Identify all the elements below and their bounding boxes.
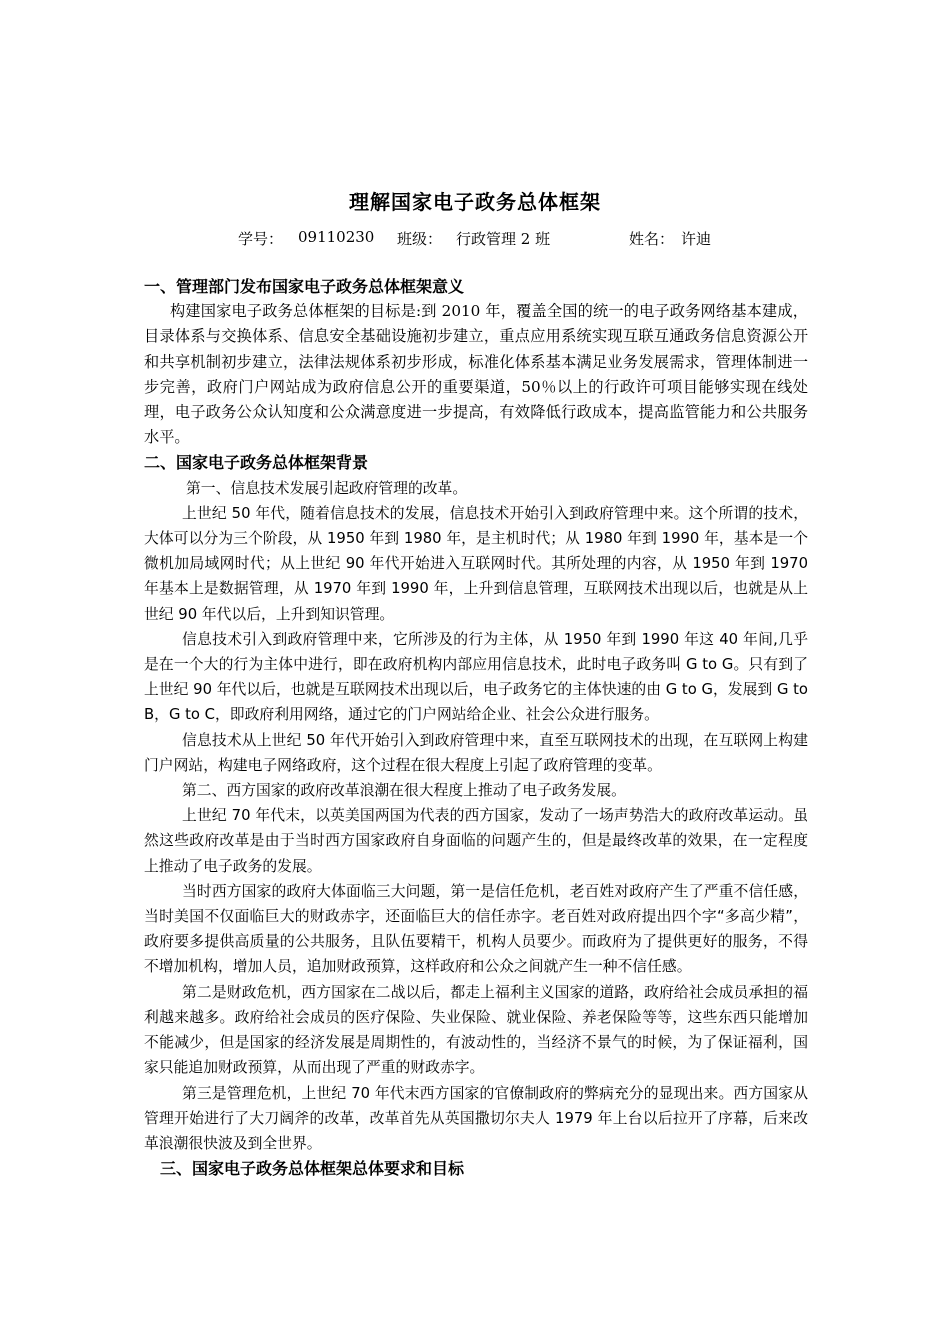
class-value: 行政管理 2 班: [456, 230, 551, 248]
name-value: 许迪: [681, 230, 712, 248]
section-heading-2: 二、国家电子政务总体框架背景: [144, 453, 369, 473]
name-label: 姓名：: [629, 230, 675, 248]
section2-paragraph-9: 第三是管理危机，上世纪 70 年代末西方国家的官僚制政府的弊病充分的显现出来。西方国家从管理开始进行了大刀阔斧的改革，改革首先从英国撒切尔夫人 1979 年上台以后拉开了序幕，后来改革浪潮很快波及到全世界。: [144, 1084, 808, 1152]
student-id-label: 学号：: [238, 230, 284, 248]
section1-paragraph: 构建国家电子政务总体框架的目标是:到 2010 年，覆盖全国的统一的电子政务网络基本建成，目录体系与交换体系、信息安全基础设施初步建立，重点应用系统实现互联互通政务信息资源公开和共享机制初步建立，法律法规体系初步形成，标准化体系基本满足业务发展需求，管理体制进一步完善，政府门户网站成为政府信息公开的重要渠道，50％以上的行政许可项目能够实现在线处理，电子政务公众认知度和公众满意度进一步提高，有效降低行政成本，提高监管能力和公共服务水平。: [144, 302, 808, 447]
document-body: [144, 274, 808, 1181]
section2-paragraph-7: 当时西方国家的政府大体面临三大问题，第一是信任危机，老百姓对政府产生了严重不信任感，当时美国不仅面临巨大的财政赤字，还面临巨大的信任赤字。老百姓对政府提出四个字“多高少精”，政府要多提供高质量的公共服务，且队伍要精干，机构人员要少。而政府为了提供更好的服务，不得不增加机构，增加人员，追加财政预算，这样政府和公众之间就产生一种不信任感。: [144, 882, 808, 976]
class-label: 班级：: [397, 230, 443, 248]
section2-paragraph-2: 上世纪 50 年代，随着信息技术的发展，信息技术开始引入到政府管理中来。这个所谓的技术，大体可以分为三个阶段，从 1950 年到 1980 年，是主机时代；从 1980 年到 1990 年，基本是一个微机加局域网时代；从上世纪 90 年代开始进入互联网时代。其所处理的内容，从 1950 年到 1970 年基本上是数据管理，从 1970 年到 1990 年，上升到信息管理，互联网技术出现以后，也就是从上世纪 90 年代以后，上升到知识管理。: [144, 504, 808, 623]
section2-paragraph-5: 第二、西方国家的政府改革浪潮在很大程度上推动了电子政务发展。: [182, 782, 626, 800]
section2-paragraph-1: 第一、信息技术发展引起政府管理的改革。: [186, 479, 468, 497]
document-title: 理解国家电子政务总体框架: [349, 190, 601, 214]
section-heading-1: 一、管理部门发布国家电子政务总体框架意义: [144, 277, 465, 296]
student-id-value: 09110230: [298, 228, 375, 246]
section2-paragraph-8: 第二是财政危机，西方国家在二战以后，都走上福利主义国家的道路，政府给社会成员承担的福利越来越多。政府给社会成员的医疗保险、失业保险、就业保险、养老保险等等，这些东西只能增加不能减少，但是国家的经济发展是周期性的，有波动性的，当经济不景气的时候，为了保证福利，国家只能追加财政预算，从而出现了严重的财政赤字。: [144, 983, 808, 1077]
student-info-line: [0, 228, 950, 250]
section-heading-3: 三、国家电子政务总体框架总体要求和目标: [160, 1159, 465, 1179]
section2-paragraph-4: 信息技术从上世纪 50 年代开始引入到政府管理中来，直至互联网技术的出现，在互联网上构建门户网站，构建电子网络政府，这个过程在很大程度上引起了政府管理的变革。: [144, 731, 808, 774]
section2-paragraph-6: 上世纪 70 年代末，以英美国两国为代表的西方国家，发动了一场声势浩大的政府改革运动。虽然这些政府改革是由于当时西方国家政府自身面临的问题产生的，但是最终改革的效果，在一定程度上推动了电子政务的发展。: [144, 807, 808, 875]
section2-paragraph-3: 信息技术引入到政府管理中来，它所涉及的行为主体，从 1950 年到 1990 年这 40 年间,几乎是在一个大的行为主体中进行，即在政府机构内部应用信息技术，此时电子政务叫 G to G。只有到了上世纪 90 年代以后，也就是互联网技术出现以后，电子政务它的主体快速的由 G to G，发展到 G to B，G to C，即政府利用网络，通过它的门户网站给企业、社会公众进行服务。: [144, 630, 808, 724]
